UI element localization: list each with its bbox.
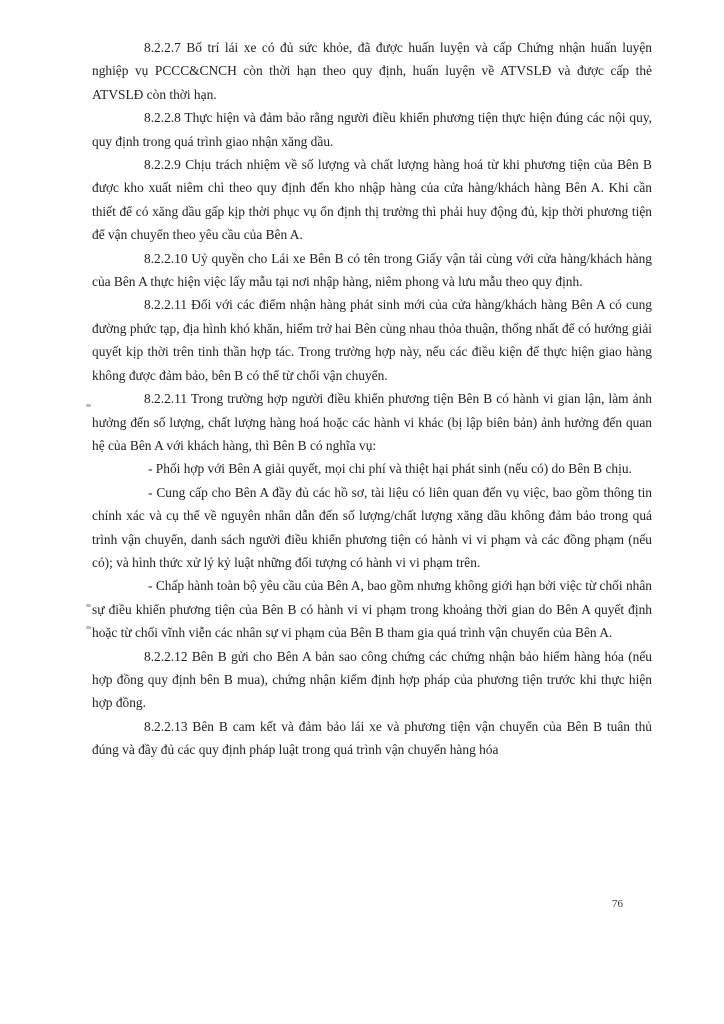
margin-mark [86, 404, 91, 407]
clause-8-2-2-9: 8.2.2.9 Chịu trách nhiệm về số lượng và chất lượng hàng hoá từ khi phương tiện của Bên B được kho xuất niêm chì theo quy định đến kho nhập hàng của cửa hàng/khách hàng Bên A. Khi cần thiết để có xăng dầu gấp kịp thời phục vụ ổn định thị trường thì phải huy động đủ, kịp thời phương tiện để vận chuyển theo yêu cầu của Bên A. [92, 157, 652, 243]
margin-mark [86, 604, 91, 607]
obligation-item: - Cung cấp cho Bên A đầy đủ các hồ sơ, tài liệu có liên quan đến vụ việc, bao gồm thông tin chính xác và cụ thể về nguyên nhân dẫn đến số lượng/chất lượng xăng dầu không đảm bảo trong quá trình vận chuyển, danh sách người điều khiển phương tiện có hành vi vi phạm và các đồng phạm (nếu có); và hình thức xử lý kỷ luật những đối tượng có hành vi vi phạm trên. [92, 484, 652, 570]
page-number: 76 [612, 898, 623, 910]
obligation-item: - Chấp hành toàn bộ yêu cầu của Bên A, bao gồm nhưng không giới hạn bởi việc từ chối nhân sự điều khiển phương tiện của Bên B có hành vi vi phạm trong khoảng thời gian do Bên A quyết định hoặc từ chối vĩnh viễn các nhân sự vi phạm của Bên B tham gia quá trình vận chuyển của Bên A. [92, 578, 652, 641]
clause-8-2-2-13: 8.2.2.13 Bên B cam kết và đảm bảo lái xe và phương tiện vận chuyển của Bên B tuân thủ đúng và đầy đủ các quy định pháp luật trong quá trình vận chuyển hàng hóa [92, 718, 652, 758]
clause-8-2-2-8: 8.2.2.8 Thực hiện và đảm bảo rằng người điều khiển phương tiện thực hiện đúng các nội quy, quy định trong quá trình giao nhận xăng dầu. [92, 110, 652, 149]
clause-8-2-2-7: 8.2.2.7 Bố trí lái xe có đủ sức khỏe, đã được huấn luyện và cấp Chứng nhận huấn luyện nghiệp vụ PCCC&CNCH còn thời hạn theo quy định, huấn luyện về ATVSLĐ và được cấp thẻ ATVSLĐ còn thời hạn. [92, 40, 652, 102]
margin-mark [86, 626, 91, 629]
document-body [92, 36, 652, 762]
obligation-item: - Phối hợp với Bên A giải quyết, mọi chi phí và thiệt hại phát sinh (nếu có) do Bên B chịu. [148, 461, 632, 477]
clause-8-2-2-11-a: 8.2.2.11 Đối với các điểm nhận hàng phát sinh mới của cửa hàng/khách hàng Bên A có cung đường phức tạp, địa hình khó khăn, hiểm trở hai Bên cùng nhau thỏa thuận, thống nhất để có hướng giải quyết kịp thời trên tinh thần hợp tác. Trong trường hợp này, nếu các điều kiện để thực hiện giao hàng không được đảm bảo, bên B có thể từ chối vận chuyển. [92, 297, 652, 383]
clause-8-2-2-12: 8.2.2.12 Bên B gửi cho Bên A bản sao công chứng các chứng nhận bảo hiểm hàng hóa (nếu hợp đồng quy định bên B mua), chứng nhận kiểm định hợp pháp của phương tiện trước khi thực hiện hợp đồng. [92, 648, 652, 711]
clause-8-2-2-10: 8.2.2.10 Uỷ quyền cho Lái xe Bên B có tên trong Giấy vận tải cùng với cửa hàng/khách hàng của Bên A thực hiện việc lấy mẫu tại nơi nhập hàng, niêm phong và lưu mẫu theo quy định. [92, 250, 652, 290]
clause-8-2-2-11-b: 8.2.2.11 Trong trường hợp người điều khiển phương tiện Bên B có hành vi gian lận, làm ảnh hưởng đến số lượng, chất lượng hàng hoá hoặc các hành vi khác (bị lập biên bản) ảnh hưởng đến quan hệ của Bên A với khách hàng, thì Bên B có nghĩa vụ: [92, 391, 652, 453]
